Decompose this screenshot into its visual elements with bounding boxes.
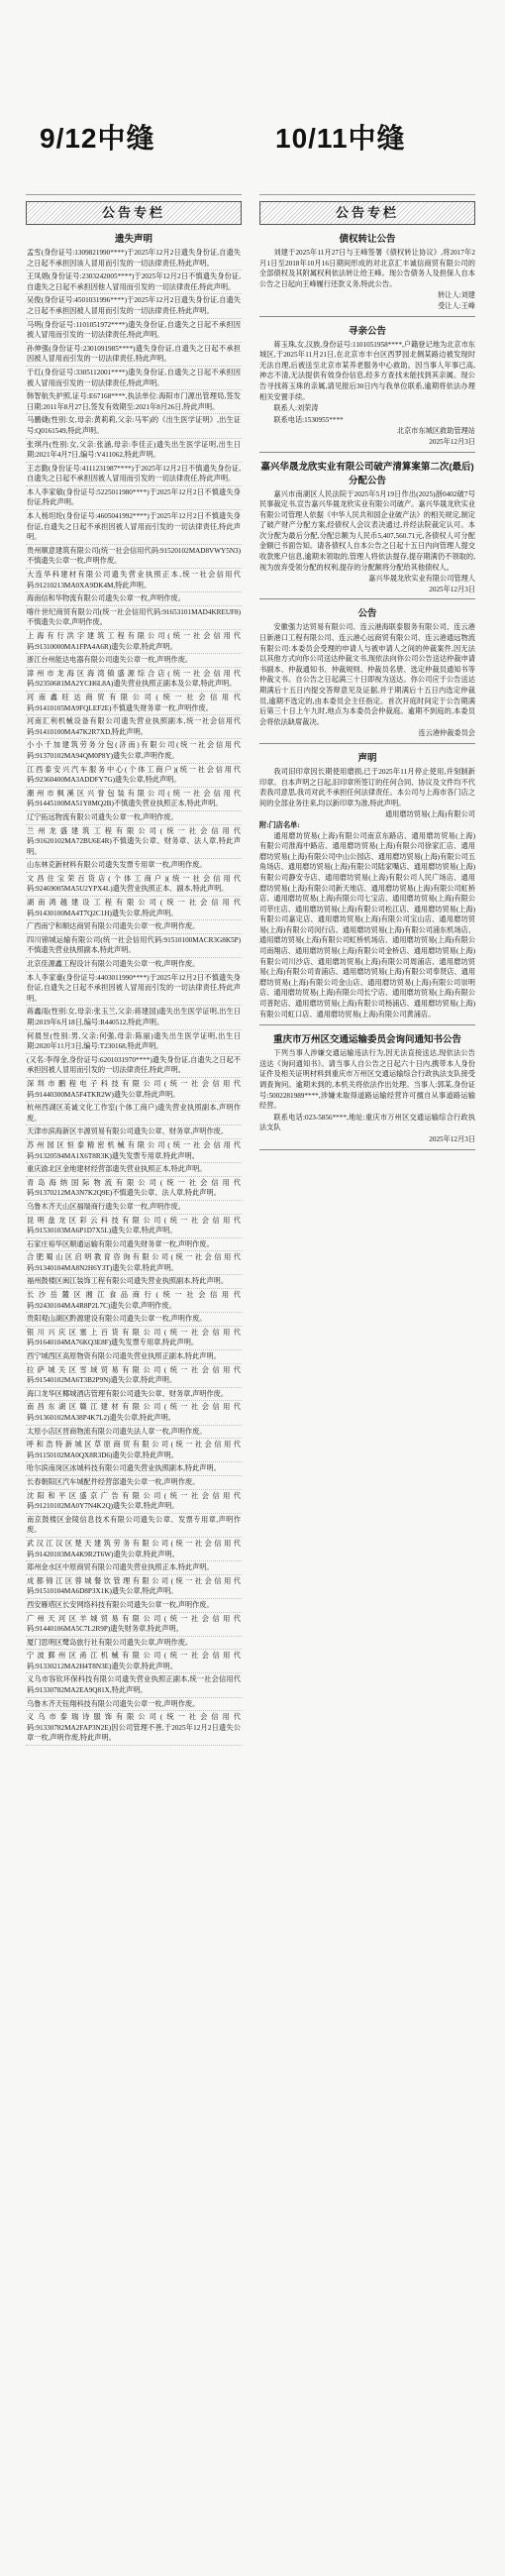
- lost-declaration-item: 吴俊(身份证号:4501031996****)于2025年12月2日遗失身份证,自遗失之日起不承担因被人冒用而引发的一切法律责任,特此声明。: [26, 295, 242, 318]
- lost-declaration-item: 沈阳和平区盛京广告有限公司(统一社会信用代码:91210102MA0Y7N4K2Q)遗失公章,特此声明。: [26, 1491, 242, 1514]
- lost-declaration-item: 苏州园区恒泰精密机械有限公司(统一社会信用代码:91320594MA1X6T8R3K)遗失发票专用章,特此声明。: [26, 1140, 242, 1163]
- lost-declaration-item: 小小千加建筑劳务分包(济南)有限公司(统一社会信用代码:91370102MA94QM0P8Y)遗失公章,声明作废。: [26, 740, 242, 763]
- lost-declaration-item: 福州鼓楼区闽江装饰工程有限公司遗失营业执照副本,特此声明。: [26, 1276, 242, 1289]
- left-column: [26, 194, 242, 2558]
- notice-title: 债权转让公告: [339, 234, 396, 245]
- notice-date: 2025年12月3日: [429, 437, 475, 446]
- notice-title: 寻亲公告: [348, 325, 386, 337]
- right-column-header: 公告专栏: [259, 201, 475, 225]
- lost-declaration-item: 乌鲁木齐天钰翔科技有限公司遗失公章一枚,声明作废。: [26, 1699, 242, 1712]
- lost-declaration-item: 西宁城西区高原物资有限公司遗失营业执照正副本,特此声明。: [26, 1351, 242, 1364]
- lost-declaration-item: 昆明盘龙区彩云科技有限公司(统一社会信用代码:91530103MA6P1D7X5L)遗失公章,特此声明。: [26, 1216, 242, 1238]
- lost-declaration-item: 广西南宁和顺达商贸有限公司遗失公章一枚,声明作废。: [26, 921, 242, 934]
- notice-title: 重庆市万州区交通运输委员会询问通知书公告: [272, 1034, 461, 1046]
- missing-relatives-notice: [259, 323, 475, 453]
- notice-issuer: 嘉兴华晟龙欣实业有限公司管理人: [368, 575, 475, 584]
- left-seam-title: 9/12中缝: [40, 123, 155, 154]
- lost-declaration-item: 贵阳观山湖区黔源建设有限公司遗失公章一枚,声明作废。: [26, 1314, 242, 1327]
- lost-declaration-item: 江西泰安兴汽车服务中心(个体工商户)(统一社会信用代码:92360400MA3ADDFY7G)遗失公章,特此声明。: [26, 765, 242, 788]
- notice-title: 公告: [357, 608, 377, 620]
- lost-declaration-item: 海南信和华物流有限公司遗失公章一枚,声明作废。: [26, 593, 242, 606]
- seal-declaration-notice: [259, 750, 475, 1025]
- lost-declaration-item: 成都锦江区蓉城餐饮管理有限公司(统一社会信用代码:91510104MA6D8P3X1K)遗失公章,特此声明。: [26, 1576, 242, 1599]
- lost-declaration-item: 拉萨城关区雪域贸易有限公司(统一社会信用代码:91540102MA6T3B2P9N)遗失公章,特此声明。: [26, 1365, 242, 1388]
- lost-declaration-item: 合肥蜀山区启明教育咨询有限公司(统一社会信用代码:91340104MA8N2H6Y3T)遗失公章,特此声明。: [26, 1252, 242, 1275]
- notice-issuer: 北京市东城区救助管理站: [396, 427, 475, 436]
- lost-declaration-item: 天津市滨海新区丰源贸易有限公司遗失公章、财务章,声明作废。: [26, 1127, 242, 1139]
- lost-declaration-item: 本人杨坦纶(身份证号:4605041992****)于2025年12月2日不慎遗失身份证,自遗失之日起不承担因被人冒用而引发的一切法律责任,特此声明。: [26, 511, 242, 545]
- lost-declaration-item: 河南汇利机械设备有限公司遗失营业执照副本,统一社会信用代码:91410100MA47K2R7XD,特此声明。: [26, 716, 242, 739]
- notice-body: 蒋玉珠,女,汉族,身份证号:1101051958****,户籍登记地为北京市东城区,于2025年11月21日,在北京市丰台区西罗园北侧某路边被发现时无法自理,后被送至北京市某养老服务中心救助。因当事人年事已高,神志不清,无法提供有效身份信息,经多方查找未能找到其亲属。现公告寻找蒋玉珠的亲属,请见报后30日内与我单位联系,逾期将依法办理相关安置手续。: [259, 340, 475, 401]
- contact-phone: 联系电话:1530955****: [273, 415, 344, 424]
- lost-declaration-item: 浙江台州能达电器有限公司遗失公章一枚,声明作废。: [26, 655, 242, 668]
- notice-date: 2025年12月3日: [429, 585, 475, 593]
- lost-declaration-title: 遗失声明: [114, 234, 152, 245]
- notice-body: 安徽强力达贸易有限公司、连云港海联泰服务有限公司、连云港日新港口工程有限公司、连云港心远商贸有限公司、连云港通远物流有限公司:本委员会受理的申请人与被申请人之间的仲裁案件,因无法以其他方式向你公司送达仲裁文书,现依法向你公司公告送达仲裁申请书副本、仲裁通知书、仲裁规则、仲裁员名册、选定仲裁员通知书等仲裁文书。自公告之日起满三十日即视为送达。你公司应于公告送达期满后十五日内提交答辩意见及证据,并于期满后十五日内选定仲裁员,逾期不选定的,由本委员会主任指定。首次开庭时间定于公告期满后第三十日上午九时,地点为本委员会仲裁庭。逾期不到庭的,本委员会将依法缺席裁决。: [259, 623, 475, 726]
- notice-title: 声明: [357, 752, 377, 764]
- lost-declaration-item: 马鹏婕(性别:女,母亲:黄莉莉,父亲:马军)的《出生医学证明》,出生证号:Q0161549,特此声明。: [26, 415, 242, 438]
- lost-declaration-item: 潮州市枫溪区兴誉包装有限公司(统一社会信用代码:91445100MA51Y8MQ2B)不慎遗失营业执照正本,特此声明。: [26, 789, 242, 811]
- lost-declaration-item: 王志勤(身份证号:4111231987****)于2025年12月2日不慎遗失身份证,自遗失之日起不承担因被人冒用而引发的一切法律责任,特此声明。: [26, 464, 242, 486]
- lost-declaration-item: 呼和浩特新城区草原商贸有限公司(统一社会信用代码:91150102MA0QX8R3D6)遗失公章,特此声明。: [26, 1440, 242, 1462]
- notice-body: 刘建于2025年11月27日与王峰签署《债权转让协议》,将2017年2月1日至2018年10月16日期间形成的对北京汇丰诚信商贸有限公司的全部债权及其附属权利依法转让给王峰。现公告债务人及担保人自本公告之日起向王峰履行还款义务,特此公告。: [259, 249, 475, 288]
- notice-issuer: 通用磨坊贸易(上海)有限公司: [384, 810, 475, 819]
- transferee: 受让人:王峰: [438, 301, 475, 310]
- lost-declaration-item: 本人李家敏(身份证号:5225011980****)于2025年12月2日不慎遗失身份证,特此声明。: [26, 487, 242, 510]
- lost-declaration-item: 河南鑫旺达商贸有限公司(统一社会信用代码:91410105MA9FQLEF2E)不慎遗失财务章一枚,声明作废。: [26, 693, 242, 715]
- lost-declaration-item: 孟雪(身份证号:1309821990****)于2025年12月2日遗失身份证,自遗失之日起不承担因该人冒用而引发的一切法律责任,特此声明。: [26, 248, 242, 270]
- lost-declaration-item: 马明(身份证号:1101051972****)遗失身份证,自遗失之日起不承担因被人冒用而引发的一切法律责任,特此声明。: [26, 320, 242, 343]
- lost-declaration-item: 乌鲁木齐天山区福瑞商行遗失公章一枚,声明作废。: [26, 1202, 242, 1215]
- lost-declaration-item: 海口龙华区椰城酒店管理有限公司遗失公章、财务章,声明作废。: [26, 1389, 242, 1402]
- lost-declaration-item: 本人李家豪(身份证号:4403011990****)于2025年12月2日不慎遗失身份证,自遗失之日起不承担因被人冒用而引发的一切法律责任,特此声明。: [26, 973, 242, 1007]
- lost-declaration-item: 广州天河区羊城贸易有限公司(统一社会信用代码:91440106MA5C7L2R9P)遗失财务章,特此声明。: [26, 1614, 242, 1637]
- notice-issuer: 连云港仲裁委员会: [418, 729, 475, 738]
- lost-declaration-item: (又名:李得金,身份证号:6201031970****)遗失身份证,自遗失之日起不承担因被人冒用而引发的一切法律责任,特此声明。: [26, 1055, 242, 1078]
- store-list: 通用磨坊贸易(上海)有限公司南京东路店、通用磨坊贸易(上海)有限公司淮海中路店、通用磨坊贸易(上海)有限公司徐家汇店、通用磨坊贸易(上海)有限公司中山公园店、通用磨坊贸易(上海)有限公司五角场店、通用磨坊贸易(上海)有限公司陆家嘴店、通用磨坊贸易(上海)有限公司静安寺店、通用磨坊贸易(上海)有限公司人民广场店、通用磨坊贸易(上海)有限公司新天地店、通用磨坊贸易(上海)有限公司虹桥店、通用磨坊贸易(上海)有限公司七宝店、通用磨坊贸易(上海)有限公司莘庄店、通用磨坊贸易(上海)有限公司松江店、通用磨坊贸易(上海)有限公司嘉定店、通用磨坊贸易(上海)有限公司宝山店、通用磨坊贸易(上海)有限公司闵行店、通用磨坊贸易(上海)有限公司浦东机场店、通用磨坊贸易(上海)有限公司虹桥机场店、通用磨坊贸易(上海)有限公司南翔店、通用磨坊贸易(上海)有限公司金桥店、通用磨坊贸易(上海)有限公司川沙店、通用磨坊贸易(上海)有限公司周浦店、通用磨坊贸易(上海)有限公司青浦店、通用磨坊贸易(上海)有限公司奉贤店、通用磨坊贸易(上海)有限公司金山店、通用磨坊贸易(上海)有限公司崇明店、通用磨坊贸易(上海)有限公司长宁店、通用磨坊贸易(上海)有限公司普陀店、通用磨坊贸易(上海)有限公司杨浦店、通用磨坊贸易(上海)有限公司虹口店、通用磨坊贸易(上海)有限公司黄浦店。: [259, 831, 475, 1019]
- lost-declaration-item: 文昌住宝荣百货店(个体工商户)(统一社会信用代码:92469005MA5U2YPX4L)遗失营业执照正本、副本,特此声明。: [26, 874, 242, 897]
- lost-declaration-list: [26, 248, 242, 1746]
- lost-declaration-item: 南京鼓楼区金陵信息技术有限公司遗失公章、发票专用章,声明作废。: [26, 1515, 242, 1538]
- transferor: 转让人:刘建: [438, 291, 475, 300]
- lost-declaration-item: 义乌市容钦环保科技有限公司遗失营业执照正副本,统一社会信用代码:91330782MA2EA9Q81X,特此声明。: [26, 1674, 242, 1697]
- lost-declaration-item: 四川锦城运输有限公司(统一社会信用代码:91510100MACR3G8K5P)不慎遗失营业执照副本,特此声明。: [26, 935, 242, 958]
- right-column: [259, 194, 475, 2558]
- lost-declaration-item: 蒋鑫雨(性别:女,母亲:张玉兰,父亲:蒋建国)遗失出生医学证明,出生日期:2019年6月18日,编号:R440512,特此声明。: [26, 1007, 242, 1029]
- store-list-title: 附:门店名单:: [259, 820, 300, 829]
- lost-declaration-item: 重庆渝北区金地建材经营部遗失营业执照正本,特此声明。: [26, 1164, 242, 1177]
- lost-declaration-item: 南昌东湖区赣江建材有限公司(统一社会信用代码:91360102MA38P4K7L2)遗失公章,特此声明。: [26, 1402, 242, 1425]
- arbitration-notice: [259, 605, 475, 744]
- lost-declaration-item: 宁波鄞州区甬江机械有限公司(统一社会信用代码:91330212MA2H4T8N3E)遗失公章,特此声明。: [26, 1651, 242, 1673]
- lost-declaration-item: 张琪丹(性别:女,父亲:张涵,母亲:李佳正)遗失出生医学证明,出生日期:2021年4月7日,编号:V411062,特此声明。: [26, 440, 242, 463]
- lost-declaration-item: 武汉江汉区楚天建筑劳务有限公司(统一社会信用代码:91420103MA4K9R2T6W)遗失公章,特此声明。: [26, 1539, 242, 1561]
- lost-declaration-item: 青岛海纳国际物流有限公司(统一社会信用代码:91370212MA3N7K2Q9E)不慎遗失公章、法人章,特此声明。: [26, 1178, 242, 1201]
- lost-declaration-item: 上海有行洪字建筑工程有限公司(统一社会信用代码:91310000MA1FPA4A6R)遗失公章,特此声明。: [26, 631, 242, 654]
- notice-body: 嘉兴市南湖区人民法院于2025年5月19日作出(2025)浙0402破7号民事裁定书,宣告嘉兴华晟龙欣实业有限公司破产。嘉兴华晟龙欣实业有限公司管理人依据《中华人民共和国企业破产法》的相关规定,制定了破产财产分配方案,经债权人会议表决通过,并经法院裁定认可。本次分配为最后分配,分配总额为人民币5,407,560.71元,各债权人可分配金额已书面告知。请各债权人自本公告之日起十五日内向管理人提交收款账户信息,逾期未领取的,管理人将依法提存,提存期满仍不领取的,视为放弃受领分配的权利,提存的分配额将分配给其他债权人。: [259, 489, 475, 572]
- lost-declaration-item: 深圳市鹏程电子科技有限公司(统一社会信用代码:91440300MA5F4TKR2W)遗失公章,特此声明。: [26, 1079, 242, 1102]
- notice-contact: 联系电话:023-5856****,地址:重庆市万州区交通运输综合行政执法支队: [259, 1113, 475, 1132]
- lost-declaration-item: 杭州西湖区美诚文化工作室(个体工商户)遗失营业执照副本,声明作废。: [26, 1103, 242, 1126]
- lost-declaration-item: 于红(身份证号:3305112001****)遗失身份证,自遗失之日起不承担因被人冒用而引发的一切法律责任,特此声明。: [26, 368, 242, 390]
- lost-declaration-item: 何晨昱(性别:男,父亲:何强,母亲:陈丽)遗失出生医学证明,出生日期:2020年11月3日,编号:T230168,特此声明。: [26, 1031, 242, 1054]
- lost-declaration-item: 郑州金水区中原商贸有限公司遗失营业执照正本,特此声明。: [26, 1562, 242, 1575]
- notice-date: 2025年12月3日: [429, 1134, 475, 1143]
- lost-declaration-item: 长春朝阳区汽车城配件经营部遗失公章一枚,声明作废。: [26, 1477, 242, 1490]
- lost-declaration-item: 长沙岳麓区湘江食品商行(统一社会信用代码:92430104MA4R8P2L7C)遗失公章,声明作废。: [26, 1290, 242, 1313]
- lost-declaration-item: 北京佳源鑫工程设计有限公司遗失公章一枚,声明作废。: [26, 959, 242, 972]
- left-column-header: 公告专栏: [26, 201, 242, 225]
- lost-declaration-item: 喀什世纪商贸有限公司(统一社会信用代码:91653101MAD4KREUF8)不慎遗失公章,声明作废。: [26, 607, 242, 630]
- lost-declaration-item: 兰州龙盛建筑工程有限公司(统一社会信用代码:91620102MA72BU6E4R)不慎遗失公章、财务章、法人章,特此声明。: [26, 826, 242, 860]
- right-seam-title: 10/11中缝: [275, 123, 406, 154]
- inquiry-notice: [259, 1031, 475, 1149]
- lost-declaration-item: 漳州市龙海区海湾镇盛源综合店(统一社会信用代码:92350681MA2YCH6L8A)遗失营业执照正副本及公章,特此声明。: [26, 669, 242, 692]
- lost-declaration-item: 山东林克新材料有限公司遗失发票专用章一枚,声明作废。: [26, 860, 242, 873]
- lost-declaration-item: 王凤娟(身份证号:2303242005****)于2025年12月2日不慎遗失身份证,自遗失之日起不承担因他人冒用而引发的一切法律责任,特此声明。: [26, 271, 242, 294]
- notice-body: 下列当事人涉嫌交通运输违法行为,因无法直接送达,现依法公告送达《询问通知书》。请当事人自公告之日起六十日内,携带本人身份证件及相关证明材料到重庆市万州区交通运输综合行政执法支队接受调查询问。逾期未到的,本机关将依法作出处理。当事人:郭某,身份证号:5002281989****,涉嫌未取得道路运输经营许可擅自从事道路运输经营。: [259, 1049, 475, 1111]
- lost-declaration-item: 银川兴庆区塞上百货有限公司(统一社会信用代码:91640104MA76KQ3E8F)遗失发票专用章,特此声明。: [26, 1328, 242, 1350]
- lost-declaration-item: 石家庄裕华区顺通运输有限公司遗失财务章一枚,声明作废。: [26, 1239, 242, 1252]
- lost-declaration-item: 湖南鸿越建设工程有限公司(统一社会信用代码:91430100MA4T7Q2C1H)遗失公章,特此声明。: [26, 898, 242, 920]
- notice-body: 我司旧印章因长期使用磨损,已于2025年11月停止使用,并刻制新印章。自本声明之日起,旧印章所签订的任何合同、协议及文件均不代表我司意思,我司对此不承担任何法律责任。本公司与上海市各门店之间的全部业务往来,均以新印章为准,特此声明。: [259, 767, 475, 807]
- lost-declaration-item: 太原小店区晋商物流有限公司遗失法人章一枚,声明作废。: [26, 1427, 242, 1440]
- debt-transfer-notice: [259, 231, 475, 317]
- lost-declaration-item: 义乌市泰瑞诗服饰有限公司(统一社会信用代码:91330782MA2FAP3N2E)因公司管理不善,于2025年12月2日遗失公章一枚,声明作废,特此声明。: [26, 1712, 242, 1746]
- lost-declaration-item: 辽宁拓远物流有限公司遗失公章一枚,声明作废。: [26, 812, 242, 825]
- notice-title: 嘉兴华晟龙欣实业有限公司破产清算案第二次(最后)分配公告: [260, 461, 474, 486]
- lost-declaration-item: 孙伸强(身份证号:2301091985****)遗失身份证,自遗失之日起不承担因被人冒用而引发的一切法律责任,特此声明。: [26, 344, 242, 367]
- bankruptcy-distribution-notice: [259, 459, 475, 600]
- lost-declaration-item: 韩智航失护照,证号:E67168****,执法单位:海阳市门源出管理局,签发日期:2011年8月27日,签发有效期至:2021年8月26日,特此声明。: [26, 391, 242, 414]
- lost-declaration-item: 哈尔滨南岗区冰城科技有限公司遗失营业执照副本,特此声明。: [26, 1463, 242, 1476]
- contact-person: 联系人:刘荣涛: [273, 404, 319, 413]
- lost-declaration-item: 西安雁塔区长安网络科技有限公司遗失公章一枚,声明作废。: [26, 1600, 242, 1613]
- lost-declaration-item: 贵州顺意建筑有限公司(统一社会信用代码:91520102MAD8VWY5N3)不慎遗失公章一枚,声明作废。: [26, 546, 242, 569]
- lost-declaration-item: 大连华科建材有限公司遗失营业执照正本,统一社会信用代码:91210213MA0XA9DK4M,特此声明。: [26, 570, 242, 592]
- lost-declaration-item: 厦门思明区鹭岛旅行社有限公司遗失公章,声明作废。: [26, 1638, 242, 1651]
